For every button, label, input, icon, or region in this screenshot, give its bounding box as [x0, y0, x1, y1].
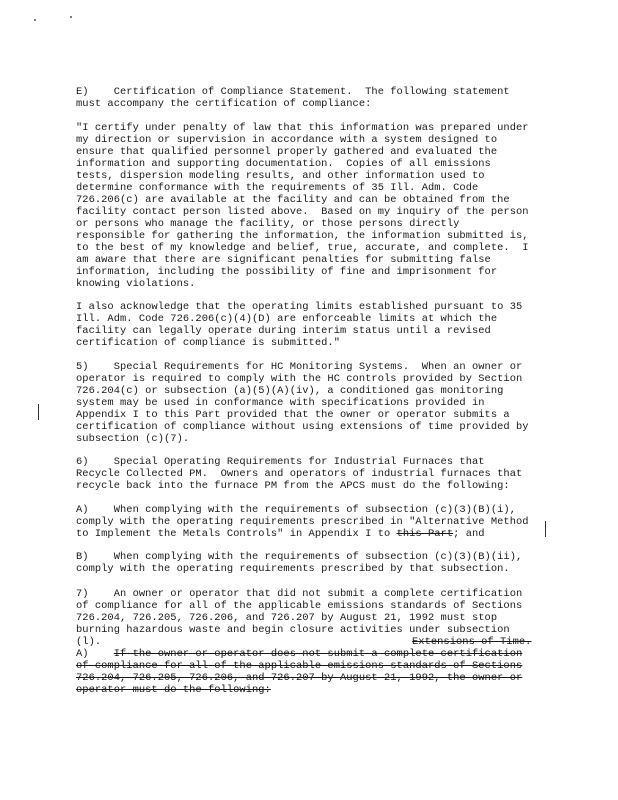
section-7-line: of compliance for all of the applicable emissions standards of Sections: [76, 600, 523, 612]
struck-heading: Extensions of Time.: [412, 636, 532, 648]
struck-line: 726.204, 726.205, 726.206, and 726.207 by August 21, 1992, the owner or: [76, 672, 523, 684]
section-5-line: subsection (c)(7).: [76, 433, 190, 445]
section-7-line: burning hazardous waste and begin closure activities under subsection: [76, 624, 510, 636]
section-6-line: recycle back into the furnace PM from the APCS must do the following:: [76, 480, 510, 492]
section-e-text: must accompany the certification of compliance:: [76, 98, 372, 110]
section-6b-line: B) When complying with the requirements of subsection (c)(3)(B)(ii),: [76, 551, 523, 563]
section-6b-line: comply with the operating requirements prescribed by that subsection.: [76, 563, 510, 575]
certification-line: ensure that qualified personnel properly gathered and evaluated the: [76, 146, 498, 158]
certification-line: 726.206(c) are available at the facility and can be obtained from the: [76, 194, 510, 206]
struck-text: If the owner or operator does not submit a complete certification: [113, 648, 523, 660]
section-5-heading: 5) Special Requirements for HC Monitoring Systems. When an owner or: [76, 361, 523, 373]
certification-line: information, including the possibility of fine and imprisonment for: [76, 266, 498, 278]
section-7-line: 726.204, 726.205, 726.206, and 726.207 by August 21, 1992 must stop: [76, 612, 498, 624]
section-5-line: Appendix I to this Part provided that the owner or operator submits a: [76, 409, 510, 421]
certification-line: or persons who manage the facility, or those persons directly: [76, 218, 460, 230]
certification-line: responsible for gathering the information, the information submitted is,: [76, 230, 529, 242]
certification-line: information and supporting documentation. Copies of all emissions: [76, 158, 491, 170]
acknowledgement-line: facility can legally operate during interim status until a revised: [76, 325, 491, 337]
certification-line: tests, dispersion modeling results, and other information used to: [76, 170, 485, 182]
section-7-line: (l).: [76, 636, 102, 648]
certification-line: knowing violations.: [76, 278, 196, 290]
section-6-line: Recycle Collected PM. Owners and operators of industrial furnaces that: [76, 468, 523, 480]
section-7a-line: [76, 648, 546, 660]
certification-line: to the best of my knowledge and belief, true, accurate, and complete. I: [76, 242, 529, 254]
section-6a-line: A) When complying with the requirements of subsection (c)(3)(B)(i),: [76, 504, 516, 516]
revision-bar: [38, 404, 39, 420]
certification-line: "I certify under penalty of law that this information was prepared under: [76, 122, 529, 134]
struck-line: operator must do the following:: [76, 684, 271, 696]
section-7-heading: 7) An owner or operator that did not submit a complete certification: [76, 588, 523, 600]
certification-line: my direction or supervision in accordance with a system designed to: [76, 134, 498, 146]
section-5-line: 726.204(c) or subsection (a)(5)(A)(iv), a conditioned gas monitoring: [76, 385, 504, 397]
struck-text: this Part: [396, 528, 454, 540]
section-6a-end: ; and: [453, 528, 485, 540]
section-5-line: certification of compliance without using extensions of time provided by: [76, 421, 529, 433]
acknowledgement-line: certification of compliance is submitted.": [76, 337, 340, 349]
section-6a-line: [76, 528, 546, 540]
certification-line: determine conformance with the requirements of 35 Ill. Adm. Code: [76, 182, 479, 194]
scan-speck: [70, 16, 72, 18]
section-6a-text: to Implement the Metals Controls" in Appendix I to: [76, 528, 397, 540]
scan-speck: [34, 19, 36, 21]
section-7a-label: A): [76, 648, 114, 660]
certification-line: am aware that there are significant penalties for submitting false: [76, 254, 491, 266]
certification-line: facility contact person listed above. Based on my inquiry of the person: [76, 206, 529, 218]
section-e-heading: E) Certification of Compliance Statement. The following statement: [76, 86, 510, 98]
section-6a-line: comply with the operating requirements prescribed in "Alternative Method: [76, 516, 529, 528]
section-6-heading: 6) Special Operating Requirements for Industrial Furnaces that: [76, 456, 485, 468]
section-5-line: system may be used in conformance with specifications provided in: [76, 397, 485, 409]
section-5-line: operator is required to comply with the HC controls provided by Section: [76, 373, 523, 385]
acknowledgement-line: Ill. Adm. Code 726.206(c)(4)(D) are enforceable limits at which the: [76, 313, 498, 325]
struck-line: of compliance for all of the applicable emissions standards of Sections: [76, 660, 523, 672]
acknowledgement-line: I also acknowledge that the operating limits established pursuant to 35: [76, 301, 523, 313]
